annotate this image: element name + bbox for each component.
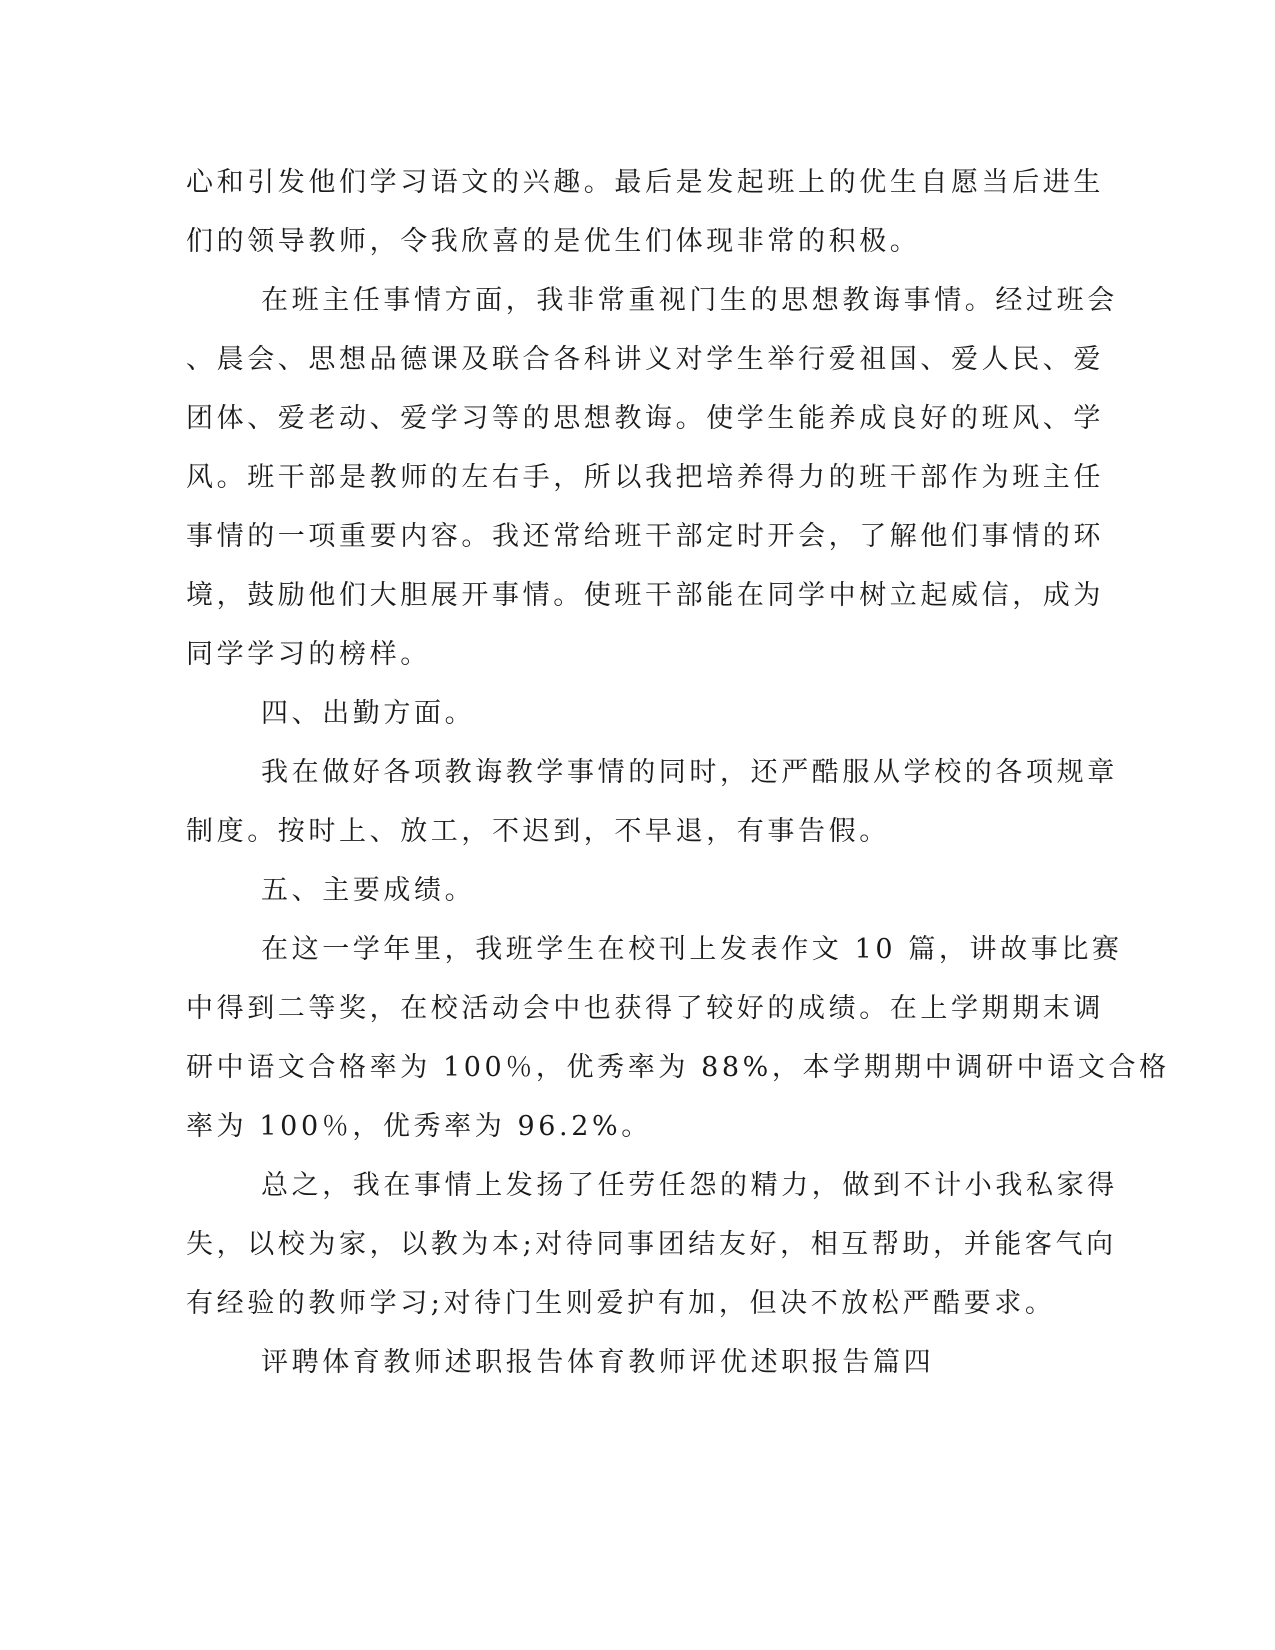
paragraph-line: 事情的一项重要内容。我还常给班干部定时开会，了解他们事情的环 xyxy=(186,521,1104,552)
paragraph-line: 在班主任事情方面，我非常重视门生的思想教诲事情。经过班会 xyxy=(261,285,1118,316)
section-heading: 五、主要成绩。 xyxy=(261,875,476,906)
paragraph-line: 团体、爱老动、爱学习等的思想教诲。使学生能养成良好的班风、学 xyxy=(186,403,1104,434)
paragraph-line: 总之，我在事情上发扬了任劳任怨的精力，做到不计小我私家得 xyxy=(261,1170,1118,1201)
section-title: 评聘体育教师述职报告体育教师评优述职报告篇四 xyxy=(261,1347,935,1378)
paragraph-line: 率为 100％，优秀率为 96.2%。 xyxy=(186,1111,652,1142)
paragraph-line: 研中语文合格率为 100％，优秀率为 88%，本学期期中调研中语文合格 xyxy=(186,1052,1170,1083)
section-heading: 四、出勤方面。 xyxy=(261,698,476,729)
paragraph-line: 我在做好各项教诲教学事情的同时，还严酷服从学校的各项规章 xyxy=(261,757,1118,788)
paragraph-line: 境，鼓励他们大胆展开事情。使班干部能在同学中树立起威信，成为 xyxy=(186,580,1104,611)
paragraph-line: 在这一学年里，我班学生在校刊上发表作文 10 篇，讲故事比赛 xyxy=(261,934,1123,965)
paragraph-line: 有经验的教师学习;对待门生则爱护有加，但决不放松严酷要求。 xyxy=(186,1288,1056,1319)
paragraph-line: 、晨会、思想品德课及联合各科讲义对学生举行爱祖国、爱人民、爱 xyxy=(186,344,1104,375)
paragraph-line: 风。班干部是教师的左右手，所以我把培养得力的班干部作为班主任 xyxy=(186,462,1104,493)
paragraph-line: 们的领导教师，令我欣喜的是优生们体现非常的积极。 xyxy=(186,226,921,257)
paragraph-line: 失，以校为家，以教为本;对待同事团结友好，相互帮助，并能客气向 xyxy=(186,1229,1117,1260)
paragraph-line: 制度。按时上、放工，不迟到，不早退，有事告假。 xyxy=(186,816,890,847)
paragraph-line: 同学学习的榜样。 xyxy=(186,639,431,670)
paragraph-line: 中得到二等奖，在校活动会中也获得了较好的成绩。在上学期期末调 xyxy=(186,993,1104,1024)
paragraph-line: 心和引发他们学习语文的兴趣。最后是发起班上的优生自愿当后进生 xyxy=(186,167,1104,198)
